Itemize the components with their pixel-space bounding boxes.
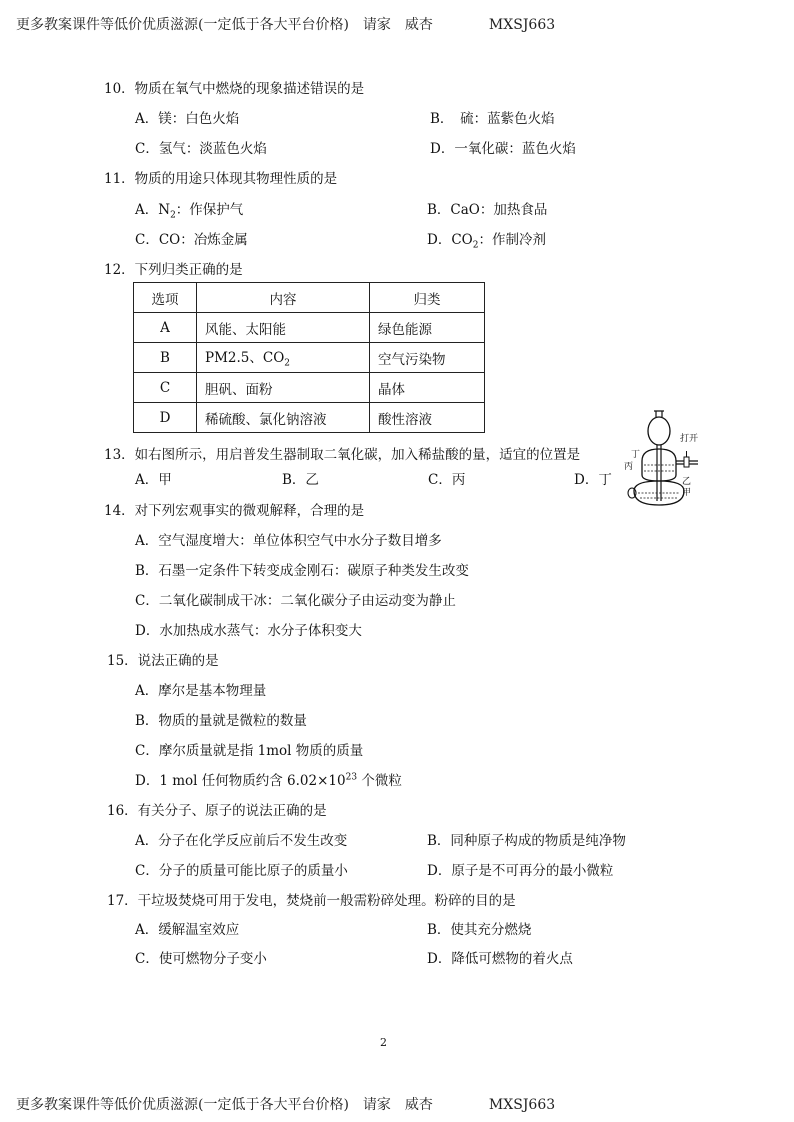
q14-option-b: B．石墨一定条件下转变成金刚石：碳原子种类发生改变: [135, 563, 469, 579]
q12-table: [133, 282, 485, 433]
table-cell-option: D: [134, 403, 197, 433]
q15-option-c: C．摩尔质量就是指 1mol 物质的质量: [135, 743, 364, 759]
footer-watermark: 更多教案课件等低价优质滋源(一定低于各大平台价格) 请家 威杏 MXSJ663: [16, 1097, 556, 1113]
page-number: 2: [380, 1036, 387, 1049]
q10-option-b: B． 硫：蓝紫色火焰: [430, 111, 555, 127]
header-watermark: 更多教案课件等低价优质滋源(一定低于各大平台价格) 请家 威杏 MXSJ663: [16, 17, 556, 33]
label-ding: 丁: [631, 450, 641, 460]
table-cell-option: A: [134, 313, 197, 343]
q11-option-c: C．CO：冶炼金属: [135, 232, 248, 248]
q17-option-d: D．降低可燃物的着火点: [427, 951, 573, 967]
q13-option-a: A．甲: [135, 472, 172, 488]
q13-option-d: D．丁: [574, 472, 612, 488]
q16-option-c: C．分子的质量可能比原子的质量小: [135, 863, 348, 879]
table-header-cell: 选项: [134, 283, 197, 313]
q17-option-c: C．使可燃物分子变小: [135, 951, 267, 967]
q13-option-c: C．丙: [428, 472, 466, 488]
table-cell-class: 酸性溶液: [370, 403, 485, 433]
table-header-row: [134, 283, 485, 313]
q12-stem: 12．下列归类正确的是: [104, 262, 243, 278]
q15-option-d: D．1 mol 任何物质约含 $6.02\times 10^{23}$ 个微粒: [135, 772, 402, 789]
q11-option-a: A．$N_2$：作保护气: [135, 202, 244, 221]
kipp-generator-figure: [620, 405, 712, 511]
q14-option-c: C．二氧化碳制成干冰：二氧化碳分子由运动变为静止: [135, 593, 456, 609]
table-cell-class: 绿色能源: [370, 313, 485, 343]
q11-option-d: D．$CO_2$：作制冷剂: [427, 232, 546, 251]
table-row: [134, 373, 485, 403]
q14-stem: 14．对下列宏观事实的微观解释，合理的是: [104, 503, 365, 519]
label-open: 打开: [680, 434, 699, 444]
q11-stem: 11．物质的用途只体现其物理性质的是: [104, 171, 338, 187]
q16-option-b: B．同种原子构成的物质是纯净物: [427, 833, 626, 849]
q15-option-a: A．摩尔是基本物理量: [135, 683, 267, 699]
q13-option-b: B．乙: [282, 472, 319, 488]
table-row: [134, 313, 485, 343]
q14-option-d: D．水加热成水蒸气：水分子体积变大: [135, 623, 362, 639]
label-jia: 甲: [682, 488, 692, 498]
table-cell-content: 胆矾、面粉: [197, 373, 370, 403]
q10-stem: 10．物质在氧气中燃烧的现象描述错误的是: [104, 81, 365, 97]
q10-option-d: D．一氧化碳：蓝色火焰: [430, 141, 576, 157]
q16-stem: 16．有关分子、原子的说法正确的是: [107, 803, 327, 819]
q13-stem: 13．如右图所示，用启普发生器制取二氧化碳，加入稀盐酸的量，适宜的位置是: [104, 447, 581, 463]
q15-option-b: B．物质的量就是微粒的数量: [135, 713, 307, 729]
table-header-cell: 内容: [197, 283, 370, 313]
table-row: [134, 343, 485, 373]
label-yi: 乙: [682, 477, 692, 487]
q14-option-a: A．空气湿度增大：单位体积空气中水分子数目增多: [135, 533, 442, 549]
table-row: [134, 403, 485, 433]
label-bing: 丙: [624, 462, 634, 472]
table-cell-option: B: [134, 343, 197, 373]
q17-option-b: B．使其充分燃烧: [427, 922, 532, 938]
q11-option-b: B．CaO：加热食品: [427, 202, 548, 218]
q10-option-a: A．镁：白色火焰: [135, 111, 240, 127]
table-cell-content: 风能、太阳能: [197, 313, 370, 343]
table-cell-content: 稀硫酸、氯化钠溶液: [197, 403, 370, 433]
q10-option-c: C．氢气：淡蓝色火焰: [135, 141, 267, 157]
table-cell-class: 晶体: [370, 373, 485, 403]
table-cell-content: PM2.5、$CO_2$: [197, 343, 370, 373]
table-header-cell: 归类: [370, 283, 485, 313]
q17-stem: 17．干垃圾焚烧可用于发电，焚烧前一般需粉碎处理。粉碎的目的是: [107, 893, 516, 909]
table-cell-option: C: [134, 373, 197, 403]
table-cell-class: 空气污染物: [370, 343, 485, 373]
q15-stem: 15．说法正确的是: [107, 653, 219, 669]
q16-option-d: D．原子是不可再分的最小微粒: [427, 863, 614, 879]
q17-option-a: A．缓解温室效应: [135, 922, 240, 938]
q16-option-a: A．分子在化学反应前后不发生改变: [135, 833, 348, 849]
